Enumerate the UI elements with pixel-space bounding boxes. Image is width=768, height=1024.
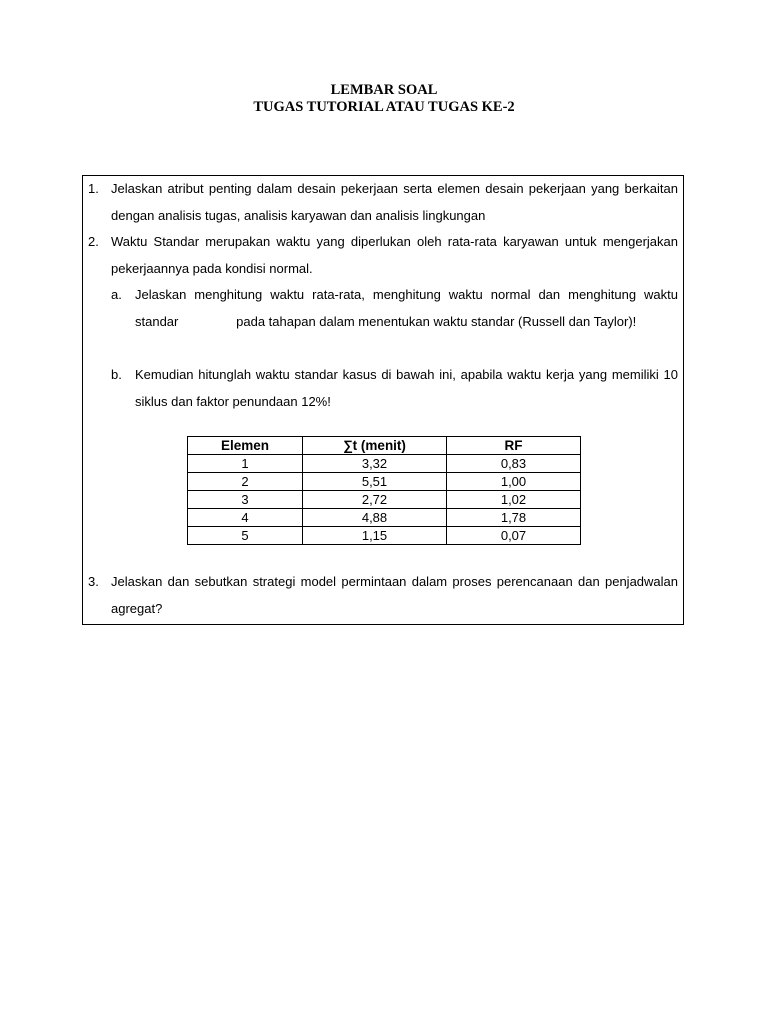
cell-rf: 0,83 <box>447 455 581 473</box>
question-text: Jelaskan dan sebutkan strategi model permintaan dalam proses perencanaan dan penjadwalan agregat? <box>111 574 678 616</box>
table-row <box>188 509 581 527</box>
column-header-rf: RF <box>447 437 581 455</box>
time-data-table <box>187 436 581 545</box>
question-2a <box>111 282 678 335</box>
question-2b <box>111 362 678 415</box>
table-row <box>188 491 581 509</box>
table-header-row <box>188 437 581 455</box>
question-text: Waktu Standar merupakan waktu yang diperlukan oleh rata-rata karyawan untuk mengerjakan pekerjaannya pada kondisi normal. <box>111 234 678 276</box>
column-header-time: ∑t (menit) <box>303 437 447 455</box>
question-1 <box>88 176 678 229</box>
question-number: 2. <box>88 234 99 249</box>
sub-question-text: Jelaskan menghitung waktu rata-rata, menghitung waktu normal dan menghitung waktu standar pada tahapan dalam menentukan waktu standar (Russell dan Taylor)! <box>135 287 678 329</box>
column-header-elemen: Elemen <box>188 437 303 455</box>
cell-rf: 0,07 <box>447 527 581 545</box>
header-title: LEMBAR SOAL <box>330 82 438 98</box>
question-3 <box>88 569 678 622</box>
question-box <box>82 175 684 625</box>
cell-time: 5,51 <box>303 473 447 491</box>
cell-time: 2,72 <box>303 491 447 509</box>
document-header <box>0 82 768 116</box>
question-text: Jelaskan atribut penting dalam desain pekerjaan serta elemen desain pekerjaan yang berkaitan dengan analisis tugas, analisis karyawan dan analisis lingkungan <box>111 181 678 223</box>
cell-elemen: 5 <box>188 527 303 545</box>
cell-rf: 1,00 <box>447 473 581 491</box>
table-row <box>188 455 581 473</box>
question-number: 3. <box>88 574 99 589</box>
header-subtitle: TUGAS TUTORIAL ATAU TUGAS KE-2 <box>253 99 515 115</box>
cell-rf: 1,02 <box>447 491 581 509</box>
sub-question-letter: b. <box>111 367 122 382</box>
cell-time: 3,32 <box>303 455 447 473</box>
table-row <box>188 527 581 545</box>
sub-question-letter: a. <box>111 287 122 302</box>
cell-elemen: 3 <box>188 491 303 509</box>
cell-elemen: 2 <box>188 473 303 491</box>
question-number: 1. <box>88 181 99 196</box>
cell-elemen: 1 <box>188 455 303 473</box>
table-row <box>188 473 581 491</box>
sub-question-text: Kemudian hitunglah waktu standar kasus di bawah ini, apabila waktu kerja yang memiliki 10 siklus dan faktor penundaan 12%! <box>135 367 678 409</box>
cell-time: 4,88 <box>303 509 447 527</box>
question-2 <box>88 229 678 282</box>
cell-rf: 1,78 <box>447 509 581 527</box>
cell-time: 1,15 <box>303 527 447 545</box>
cell-elemen: 4 <box>188 509 303 527</box>
